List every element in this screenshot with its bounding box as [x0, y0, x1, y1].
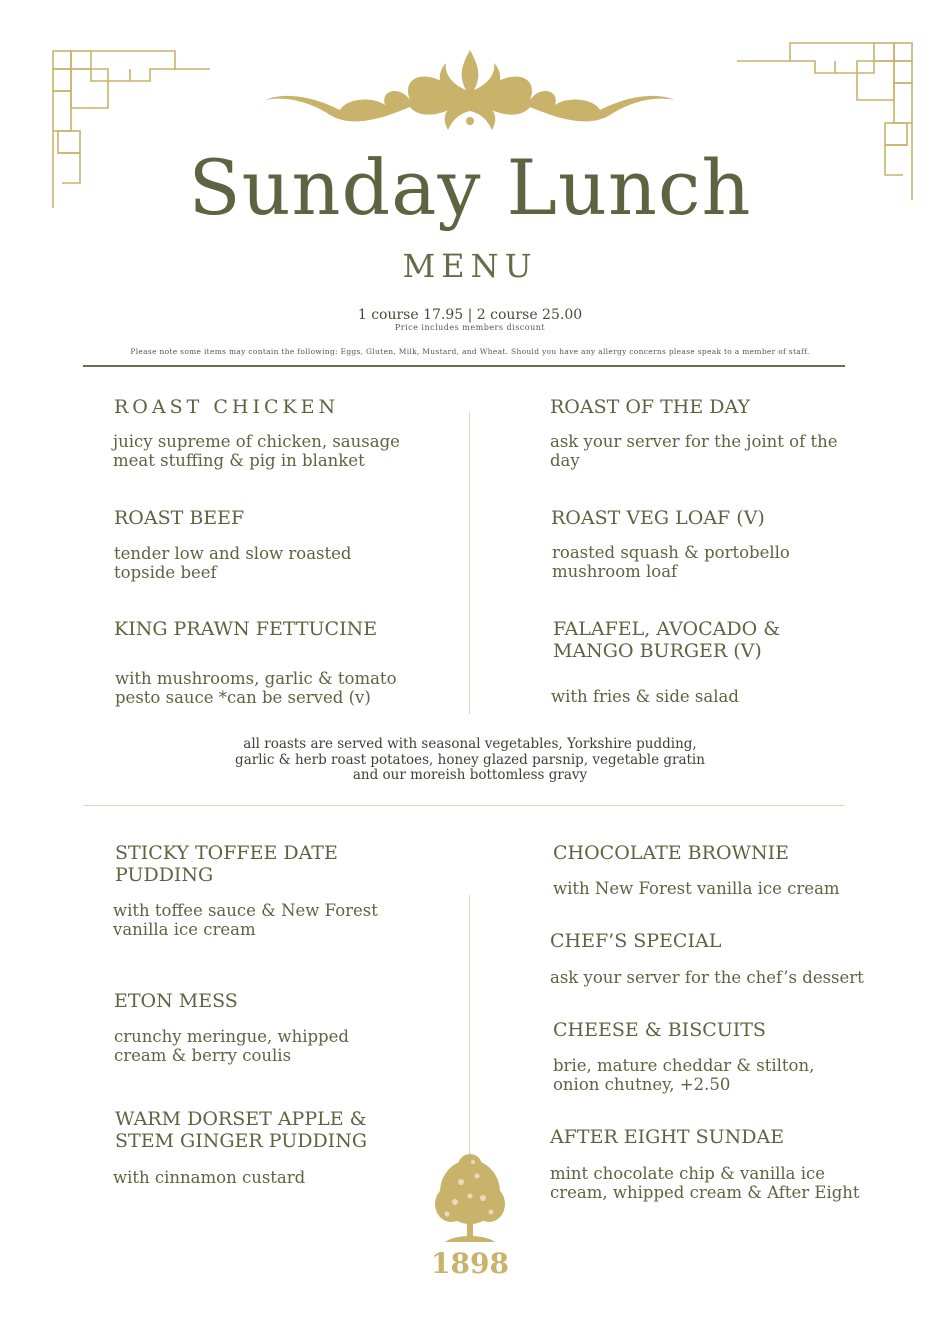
desc-line: juicy supreme of chicken, sausage [113, 432, 400, 451]
desc-line: with cinnamon custard [113, 1168, 306, 1187]
desc-line: with fries & side salad [551, 687, 739, 706]
header-divider [83, 365, 845, 367]
item-name-sticky-toffee [115, 842, 338, 886]
item-desc-roast-veg-loaf [552, 543, 790, 581]
name-line: WARM DORSET APPLE & [115, 1108, 367, 1130]
item-desc-cheese-biscuits [553, 1056, 814, 1094]
logo-year: 1898 [431, 1247, 509, 1280]
note-line: all roasts are served with seasonal vegetables, Yorkshire pudding, [243, 736, 697, 752]
price-note: Price includes members discount [394, 323, 546, 332]
scroll-flourish-icon [260, 45, 680, 135]
item-desc-sticky-toffee [113, 901, 378, 939]
roast-accompaniments-note [0, 737, 940, 784]
item-desc-after-eight-sundae [550, 1164, 860, 1202]
item-desc-roast-of-the-day [550, 432, 837, 470]
desc-line: roasted squash & portobello [552, 543, 790, 562]
item-desc-chocolate-brownie [553, 879, 840, 898]
desc-line: with toffee sauce & New Forest [113, 901, 378, 920]
note-line: and our moreish bottomless gravy [352, 767, 588, 783]
desc-line: brie, mature cheddar & stilton, [553, 1056, 815, 1075]
item-name-after-eight-sundae: AFTER EIGHT SUNDAE [550, 1126, 785, 1148]
desc-line: cream & berry coulis [114, 1046, 292, 1065]
name-line: MANGO BURGER (V) [553, 640, 762, 662]
item-name-roast-beef: ROAST BEEF [114, 507, 245, 529]
item-name-roast-chicken: ROAST CHICKEN [114, 396, 340, 418]
item-name-chefs-special: CHEF’S SPECIAL [550, 930, 722, 952]
item-desc-warm-dorset-apple [113, 1168, 305, 1187]
desc-line: with New Forest vanilla ice cream [553, 879, 840, 898]
desc-line: mint chocolate chip & vanilla ice [550, 1164, 826, 1183]
mains-column-divider [469, 412, 470, 714]
desc-line: day [550, 451, 580, 470]
item-name-chocolate-brownie: CHOCOLATE BROWNIE [553, 842, 790, 864]
desc-line: tender low and slow roasted [114, 544, 352, 563]
menu-subtitle: MENU [402, 247, 538, 285]
item-name-king-prawn-fettucine: KING PRAWN FETTUCINE [114, 618, 378, 640]
name-line: STEM GINGER PUDDING [115, 1130, 367, 1152]
desc-line: topside beef [114, 563, 217, 582]
desc-line: pesto sauce *can be served (v) [115, 688, 371, 707]
desc-line: with mushrooms, garlic & tomato [115, 669, 397, 688]
item-name-roast-veg-loaf: ROAST VEG LOAF (V) [551, 507, 765, 529]
desserts-column-divider [469, 895, 470, 1160]
name-line: FALAFEL, AVOCADO & [553, 618, 781, 640]
tree-emblem-icon [425, 1152, 515, 1247]
section-divider [83, 805, 845, 806]
price-line: 1 course 17.95 | 2 course 25.00 [357, 307, 583, 323]
desc-line: onion chutney, +2.50 [553, 1075, 731, 1094]
item-desc-king-prawn-fettucine [115, 669, 397, 707]
allergy-note: Please note some items may contain the following: Eggs, Gluten, Milk, Mustard, and Wheat. Should you have any allergy concerns please speak to a member of staff. [130, 347, 810, 356]
desc-line: meat stuffing & pig in blanket [113, 451, 365, 470]
name-line: PUDDING [115, 864, 214, 886]
desc-line: cream, whipped cream & After Eight [550, 1183, 860, 1202]
item-desc-roast-chicken [113, 432, 400, 470]
item-name-warm-dorset-apple [115, 1108, 367, 1152]
desc-line: ask your server for the chef’s dessert [550, 968, 864, 987]
item-desc-falafel-burger [551, 687, 739, 706]
item-name-eton-mess: ETON MESS [114, 990, 238, 1012]
item-desc-roast-beef [114, 544, 351, 582]
item-name-cheese-biscuits: CHEESE & BISCUITS [553, 1019, 766, 1041]
desc-line: mushroom loaf [552, 562, 678, 581]
menu-title: Sunday Lunch [188, 143, 752, 232]
desc-line: crunchy meringue, whipped [114, 1027, 349, 1046]
item-name-roast-of-the-day: ROAST OF THE DAY [550, 396, 751, 418]
item-desc-chefs-special [550, 968, 864, 987]
desc-line: ask your server for the joint of the [550, 432, 838, 451]
desc-line: vanilla ice cream [113, 920, 256, 939]
name-line: STICKY TOFFEE DATE [115, 842, 338, 864]
item-name-falafel-burger [553, 618, 780, 662]
item-desc-eton-mess [114, 1027, 349, 1065]
note-line: garlic & herb roast potatoes, honey glazed parsnip, vegetable gratin [235, 751, 705, 768]
